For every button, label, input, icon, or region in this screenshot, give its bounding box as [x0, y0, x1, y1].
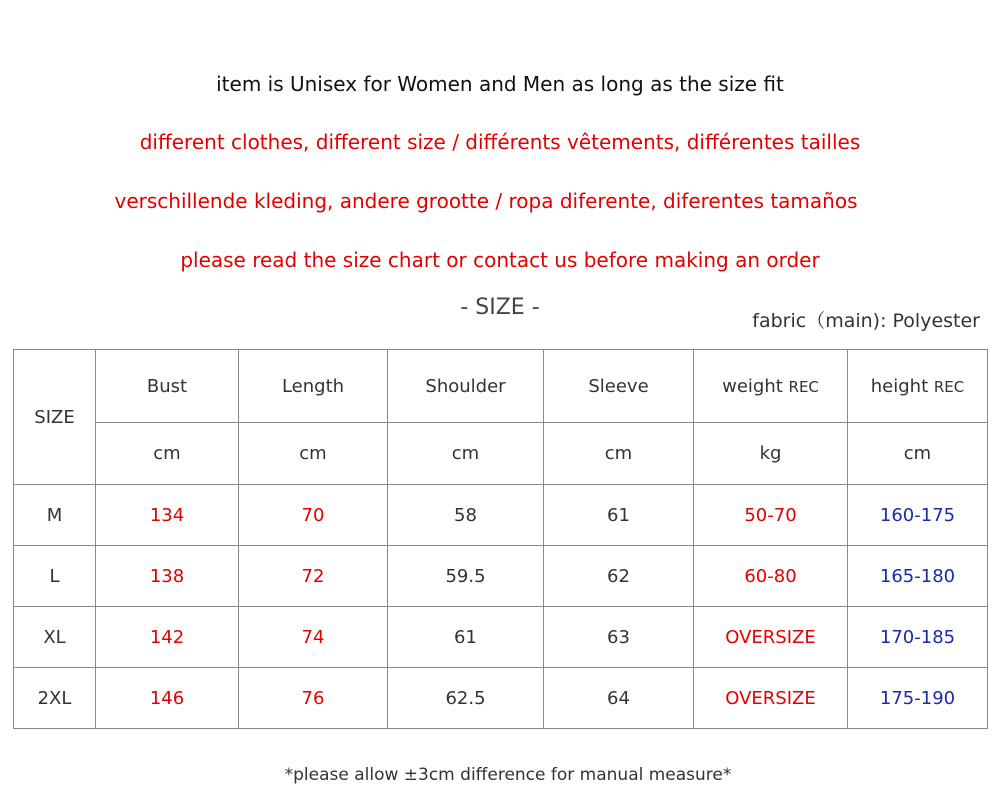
bust-cell: 134 — [96, 485, 239, 546]
notice-line-1: different clothes, different size / différents vêtements, différentes tailles — [139, 130, 861, 154]
length-cell: 74 — [239, 607, 388, 668]
height-label: height — [870, 375, 934, 397]
column-header-height — [848, 350, 988, 423]
size-title: - SIZE - — [460, 295, 540, 320]
size-cell: M — [14, 485, 96, 546]
bust-cell: 146 — [96, 668, 239, 729]
table-row — [14, 607, 988, 668]
weight-cell: 60-80 — [694, 546, 848, 607]
length-cell: 72 — [239, 546, 388, 607]
sleeve-cell: 61 — [544, 485, 694, 546]
bust-cell: 142 — [96, 607, 239, 668]
header-row — [14, 350, 988, 423]
height-cell: 175-190 — [848, 668, 988, 729]
bust-cell: 138 — [96, 546, 239, 607]
unit-shoulder: cm — [388, 423, 544, 485]
column-header-weight — [694, 350, 848, 423]
shoulder-cell: 58 — [388, 485, 544, 546]
fabric-info: fabric（main): Polyester — [752, 310, 980, 332]
shoulder-cell: 62.5 — [388, 668, 544, 729]
height-cell: 160-175 — [848, 485, 988, 546]
length-cell: 70 — [239, 485, 388, 546]
sleeve-cell: 64 — [544, 668, 694, 729]
column-header-sleeve: Sleeve — [544, 350, 694, 423]
length-cell: 76 — [239, 668, 388, 729]
sleeve-cell: 63 — [544, 607, 694, 668]
column-header-shoulder: Shoulder — [388, 350, 544, 423]
unit-row — [14, 423, 988, 485]
unisex-line: item is Unisex for Women and Men as long as the size fit — [216, 72, 784, 96]
table-row — [14, 485, 988, 546]
column-header-length: Length — [239, 350, 388, 423]
height-rec-label: REC — [933, 377, 965, 396]
table-row — [14, 668, 988, 729]
table-row — [14, 546, 988, 607]
size-cell: 2XL — [14, 668, 96, 729]
size-cell: XL — [14, 607, 96, 668]
unit-height: cm — [848, 423, 988, 485]
size-column-header: SIZE — [14, 350, 96, 485]
column-header-bust: Bust — [96, 350, 239, 423]
weight-cell: OVERSIZE — [694, 668, 848, 729]
weight-cell: 50-70 — [694, 485, 848, 546]
shoulder-cell: 59.5 — [388, 546, 544, 607]
size-cell: L — [14, 546, 96, 607]
weight-cell: OVERSIZE — [694, 607, 848, 668]
unit-sleeve: cm — [544, 423, 694, 485]
notice-line-2: verschillende kleding, andere grootte / ropa diferente, diferentes tamaños — [114, 189, 858, 213]
size-chart-table — [13, 349, 988, 729]
weight-rec-label: REC — [788, 377, 819, 396]
unit-weight: kg — [694, 423, 848, 485]
height-cell: 165-180 — [848, 546, 988, 607]
unit-length: cm — [239, 423, 388, 485]
measurement-note: *please allow ±3cm difference for manual measure* — [284, 765, 732, 785]
unit-bust: cm — [96, 423, 239, 485]
weight-label: weight — [722, 375, 789, 397]
height-cell: 170-185 — [848, 607, 988, 668]
sleeve-cell: 62 — [544, 546, 694, 607]
shoulder-cell: 61 — [388, 607, 544, 668]
notice-line-3: please read the size chart or contact us before making an order — [180, 248, 820, 272]
